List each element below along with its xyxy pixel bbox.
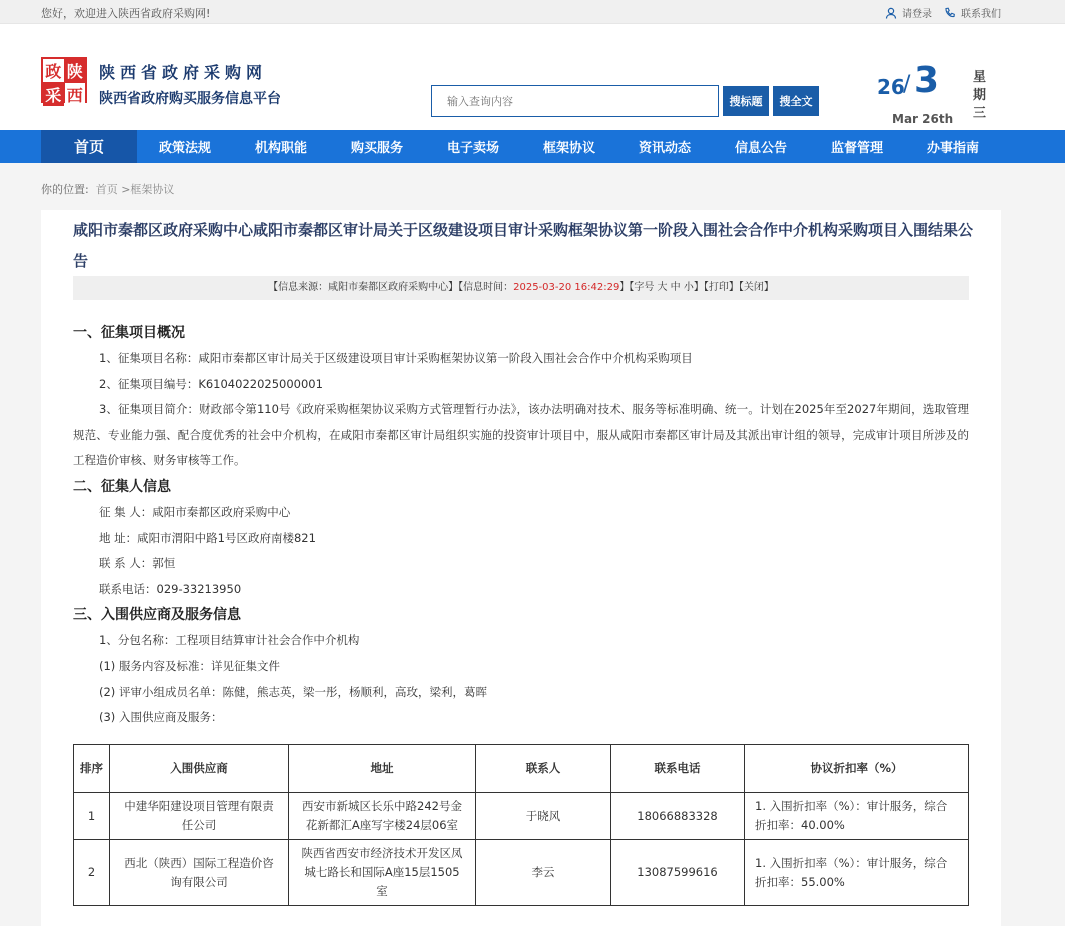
date-month: 3 (914, 60, 940, 101)
table-cell: 1. 入围折扣率（%）：审计服务，综合折扣率：55.00% (745, 840, 969, 906)
section-heading: 二、征集人信息 (73, 478, 171, 495)
section-heading: 三、入围供应商及服务信息 (73, 607, 241, 624)
site-header (0, 24, 1065, 130)
paragraph: 联系电话：029-33213950 (99, 581, 242, 596)
breadcrumb (41, 181, 174, 197)
date-widget (877, 62, 997, 132)
breadcrumb-home[interactable]: 首页 (95, 183, 118, 196)
paragraph: 征 集 人：咸阳市秦都区政府采购中心 (99, 504, 291, 519)
top-links (885, 5, 1001, 20)
col-header: 地址 (289, 745, 476, 793)
user-icon (885, 7, 897, 19)
paragraph: (3) 入围供应商及服务： (99, 710, 223, 725)
paragraph: 1、征集项目名称：咸阳市秦都区审计局关于区级建设项目审计采购框架协议第一阶段入围社会合作中介机构采购项目 (99, 351, 693, 365)
section-heading: 一、征集项目概况 (73, 325, 185, 341)
site-title: 陕西省政府采购网 (99, 63, 268, 82)
col-header: 联系人 (476, 745, 611, 793)
date-day: 26 (877, 75, 905, 99)
breadcrumb-prefix: 你的位置: (41, 183, 89, 196)
date-slash: / (903, 72, 911, 97)
search-fulltext-button[interactable]: 搜全文 (773, 86, 819, 116)
search-title-button[interactable]: 搜标题 (723, 86, 769, 116)
nav-item-policy[interactable]: 政策法规 (158, 141, 211, 156)
article-body (73, 320, 969, 731)
nav-item-e-mall[interactable]: 电子卖场 (446, 141, 499, 156)
table-cell: 中建华阳建设项目管理有限责任公司 (110, 793, 289, 840)
table-cell: 李云 (476, 840, 611, 906)
nav-item-news[interactable]: 资讯动态 (638, 141, 691, 156)
supplier-table (73, 744, 969, 906)
logo-char: 西 (65, 83, 86, 106)
site-subtitle: 陕西省政府购买服务信息平台 (99, 91, 281, 107)
meta-tools[interactable]: 】【字号 大 中 小】【打印】【关闭】 (619, 282, 774, 293)
contact-label: 联系我们 (961, 9, 1001, 20)
weekday: 星期三 (973, 70, 987, 121)
table-cell: 于晓风 (476, 793, 611, 840)
table-row (74, 793, 969, 840)
logo-char: 采 (43, 83, 64, 106)
table-cell: 18066883328 (611, 793, 745, 840)
paragraph: 联 系 人：郭恒 (99, 556, 176, 571)
site-logo[interactable] (41, 57, 87, 103)
top-bar (0, 0, 1065, 24)
article (41, 210, 1001, 926)
col-header: 联系电话 (611, 745, 745, 793)
table-row (74, 840, 969, 906)
paragraph: (1) 服务内容及标准：详见征集文件 (99, 658, 280, 673)
paragraph: 地 址：咸阳市渭阳中路1号区政府南楼821 (99, 530, 316, 545)
nav-item-home[interactable]: 首页 (41, 130, 137, 163)
meta-source: 【信息来源：咸阳市秦都区政府采购中心】【信息时间： (268, 282, 514, 293)
login-link[interactable] (885, 5, 932, 20)
table-cell: 13087599616 (611, 840, 745, 906)
nav-item-functions[interactable]: 机构职能 (254, 141, 307, 156)
phone-icon (944, 7, 956, 19)
paragraph: 3、征集项目简介：财政部令第110号《政府采购框架协议采购方式管理暂行办法》，该办法明确对技术、服务等标准明确、统一。计划在2025年至2027年期间，选取管理规范、专业能力强、配合度优秀的社会中介机构，在咸阳市秦都区审计局组织实施的投资审计项目中，服从咸阳市秦都区审计局及其派出审计组的领导，完成审计项目所涉及的工程造价审核、财务审核等工作。 (73, 402, 969, 468)
col-header: 协议折扣率（%） (745, 745, 969, 793)
col-header: 排序 (74, 745, 110, 793)
date-english: Mar 26th (892, 112, 954, 126)
meta-time: 2025-03-20 16:42:29 (513, 282, 620, 293)
article-title: 咸阳市秦都区政府采购中心咸阳市秦都区审计局关于区级建设项目审计采购框架协议第一阶段入围社会合作中介机构采购项目入围结果公告 (73, 221, 974, 270)
search-bar (431, 85, 819, 117)
table-cell: 西北（陕西）国际工程造价咨询有限公司 (110, 840, 289, 906)
main-nav (0, 130, 1065, 163)
table-cell: 1. 入围折扣率（%）：审计服务，综合折扣率：40.00% (745, 793, 969, 840)
table-cell: 2 (74, 840, 110, 906)
site-name (99, 60, 281, 108)
nav-item-purchase-service[interactable]: 购买服务 (350, 141, 403, 156)
logo-char: 陕 (65, 59, 86, 82)
table-cell: 西安市新城区长乐中路242号金花新都汇A座写字楼24层06室 (289, 793, 476, 840)
logo-char: 政 (43, 59, 64, 82)
nav-item-guide[interactable]: 办事指南 (926, 141, 979, 156)
nav-item-framework[interactable]: 框架协议 (542, 141, 595, 156)
login-label: 请登录 (902, 9, 932, 20)
article-meta (73, 276, 969, 300)
contact-link[interactable] (944, 5, 1001, 20)
table-cell: 陕西省西安市经济技术开发区凤城七路长和国际A座15层1505室 (289, 840, 476, 906)
table-header-row (74, 745, 969, 793)
paragraph: (2) 评审小组成员名单：陈健，熊志英，梁一彤，杨顺利，高玫，梁利，葛晖 (99, 684, 487, 699)
breadcrumb-current[interactable]: >框架协议 (121, 183, 175, 196)
search-input[interactable] (431, 85, 719, 117)
col-header: 入围供应商 (110, 745, 289, 793)
nav-item-supervision[interactable]: 监督管理 (830, 141, 883, 156)
welcome-text: 您好，欢迎进入陕西省政府采购网! (41, 7, 211, 20)
paragraph: 2、征集项目编号：K6104022025000001 (99, 376, 323, 391)
paragraph: 1、分包名称：工程项目结算审计社会合作中介机构 (99, 633, 360, 648)
nav-item-notices[interactable]: 信息公告 (734, 141, 787, 156)
table-cell: 1 (74, 793, 110, 840)
